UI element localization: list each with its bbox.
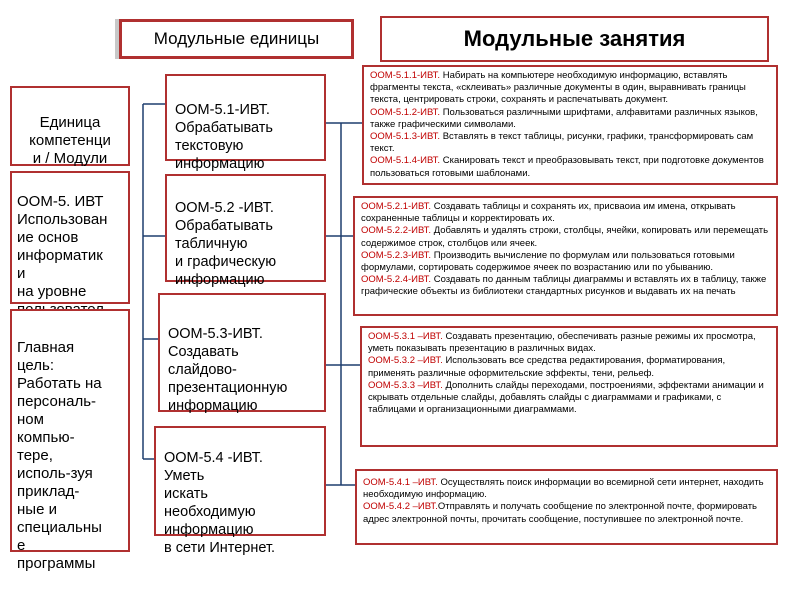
lesson-item: ООМ-5.3.1 –ИВТ. Создавать презентацию, обеспечивать разные режимы их просмотра, уметь показывать презентацию в различных видах.: [368, 331, 756, 355]
module-5-3-title: ООМ-5.3-ИВТ. Создавать слайдово- презентационную информацию: [168, 326, 288, 414]
module-box-5-4: [154, 426, 326, 556]
lesson-item: ООМ-5.3.2 –ИВТ. Использовать все средства редактирования, форматирования, применять различные оформительские эффекты, тени, рельеф.: [368, 355, 726, 379]
ivt-module-text: ООМ-5. ИВТ Использован ие основ информатик и на уровне: [17, 193, 108, 300]
lesson-item: ООМ-5.2.1-ИВТ. Создавать таблицы и сохранять их, присваоиа им имена, открывать сохраненные таблицы и корректировать их.: [361, 201, 736, 225]
lesson-item: ООМ-5.2.4-ИВТ. Создавать по данным таблицы диаграммы и вставлять их в таблицу, также графические объекты из библиотеки стандартных рисунков и выдавать их на печать: [361, 274, 767, 298]
ivt-module-box: [10, 171, 130, 304]
module-5-1-title: ООМ-5.1-ИВТ. Обрабатывать текстовую информацию: [175, 102, 273, 172]
competency-unit-box: [10, 86, 130, 166]
lesson-item: ООМ-5.1.4-ИВТ. Сканировать текст и преобразовывать текст, при подготовке документов пользоваться готовыми шаблонами.: [370, 155, 764, 179]
lesson-item: ООМ-5.1.2-ИВТ. Пользоваться различными шрифтами, алфавитами различных языков, также графическими символами.: [370, 106, 758, 130]
lesson-item: ООМ-5.4.1 –ИВТ. Осуществлять поиск информации во всемирной сети интернет, находить необходимую информацию.: [363, 477, 764, 501]
lesson-item: ООМ-5.2.3-ИВТ. Производить вычисление по формулам или пользоваться готовыми формулами, сортировать содержимое ячеек по возрастанию или по убыванию.: [361, 249, 735, 274]
lesson-box-5-3: [360, 326, 778, 447]
module-box-5-2: [165, 174, 326, 288]
module-box-5-3: [158, 293, 326, 412]
main-goal-text: Главная цель: Работать на персональ- ном компью- тере, исполь-зуя приклад- ные и специальны е программы: [17, 339, 102, 572]
module-5-2-title: ООМ-5.2 -ИВТ. Обрабатывать табличную и графическую информацию: [175, 200, 277, 288]
competency-unit-text: Единица компетенци и / Модули: [29, 114, 111, 167]
lesson-box-5-2: [353, 196, 778, 316]
header-modular-lessons-label: Модульные занятия: [463, 26, 686, 51]
module-box-5-1: [165, 74, 326, 172]
lesson-box-5-1: [362, 65, 778, 185]
module-5-4-title: ООМ-5.4 -ИВТ. Уметь искать необходимую информацию в сети Интернет.: [164, 450, 276, 556]
lesson-item: ООМ-5.3.3 –ИВТ. Дополнить слайды переходами, построениями, эффектами анимации и скрывать отдельные слайды, добавлять слайды с диаграммами и графиками, с таблицами и организационными диаграммами.: [368, 379, 764, 416]
lesson-item: ООМ-5.1.1-ИВТ. Набирать на компьютере необходимую информацию, вставлять фрагменты текста, «склеивать» различные документы в один, выравнивать границы текста, центрировать строки, сохранять и распечатывать документ.: [370, 70, 746, 106]
header-modular-units-label: Модульные единицы: [153, 29, 320, 48]
lesson-item: ООМ-5.2.2-ИВТ. Добавлять и удалять строки, столбцы, ячейки, копировать или перемещать содержимое строк, столбцов или ячеек.: [361, 225, 769, 249]
main-goal-box: [10, 309, 130, 572]
lesson-item: ООМ-5.1.3-ИВТ. Вставлять в текст таблицы, рисунки, графики, трансформировать сам текст.: [370, 131, 754, 155]
lesson-box-5-4: [355, 469, 778, 545]
lesson-item: ООМ-5.4.2 –ИВТ.Отправлять и получать сообщение по электронной почте, формировать адрес электронной почты, прочитать сообщение, поступившее по электронной почте.: [363, 501, 758, 525]
